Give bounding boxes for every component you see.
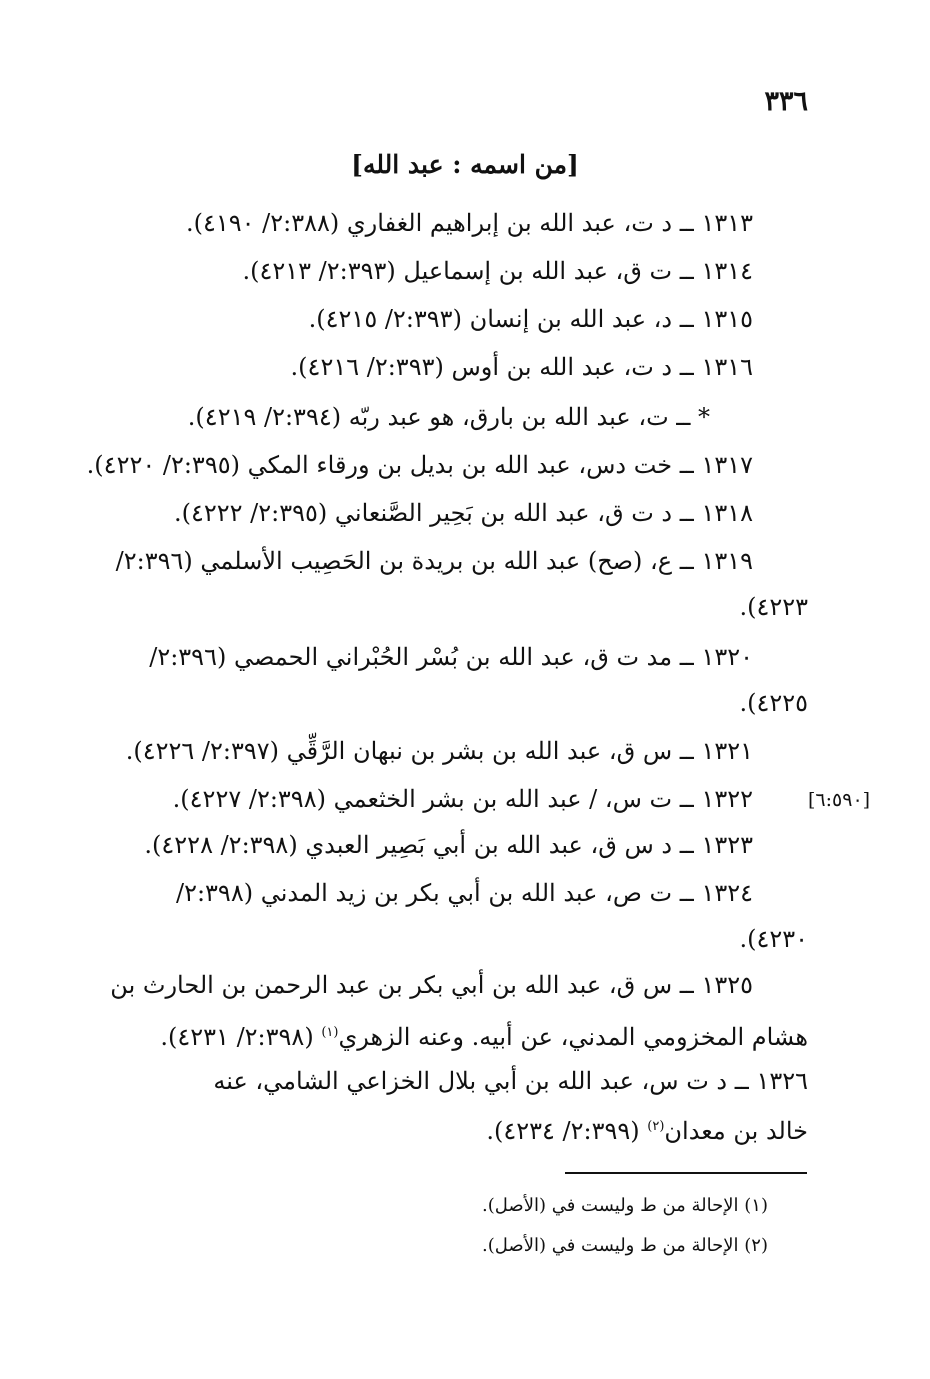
entry-1322: ١٣٢٢ ــ ت س، / عبد الله بن بشر الخثعمي (٢:٣٩٨/ ٤٢٢٧). bbox=[172, 785, 753, 813]
entry-1315: ١٣١٥ ــ د، عبد الله بن إنسان (٢:٣٩٣/ ٤٢١٥). bbox=[308, 305, 753, 333]
entry-1326-line1: ١٣٢٦ ــ د ت س، عبد الله بن أبي بلال الخزاعي الشامي، عنه bbox=[213, 1067, 808, 1095]
entry-1319-line2: ٤٢٢٣). bbox=[739, 593, 808, 621]
footnote-separator bbox=[565, 1172, 807, 1174]
entry-1324-line1: ١٣٢٤ ــ ت ص، عبد الله بن أبي بكر بن زيد المدني (٢:٣٩٨/ bbox=[175, 879, 753, 907]
margin-note: [٦:٥٩٠] bbox=[808, 789, 871, 811]
entry-1323: ١٣٢٣ ــ د س ق، عبد الله بن أبي بَصِير العبدي (٢:٣٩٨/ ٤٢٢٨). bbox=[144, 831, 753, 859]
section-heading: [من اسمه : عبد الله] bbox=[351, 150, 579, 179]
entry-1313: ١٣١٣ ــ د ت، عبد الله بن إبراهيم الغفاري (٢:٣٨٨/ ٤١٩٠). bbox=[185, 209, 753, 237]
footnote-2: (٢) الإحالة من ط وليست في (الأصل). bbox=[482, 1235, 768, 1256]
page-number: ٣٣٦ bbox=[764, 86, 808, 117]
entry-1325-line2 bbox=[160, 1010, 808, 1060]
entry-1317: ١٣١٧ ــ خت دس، عبد الله بن بديل بن ورقاء المكي (٢:٣٩٥/ ٤٢٢٠). bbox=[86, 451, 753, 479]
footnote-1: (١) الإحالة من ط وليست في (الأصل). bbox=[482, 1195, 768, 1216]
footnote-ref-2: (٢) bbox=[647, 1119, 665, 1134]
entry-1321: ١٣٢١ ــ س ق، عبد الله بن بشر بن نبهان الرَّقِّي (٢:٣٩٧/ ٤٢٢٦). bbox=[125, 737, 753, 765]
footnote-ref-1: (١) bbox=[321, 1025, 339, 1040]
entry-1316: ١٣١٦ ــ د ت، عبد الله بن أوس (٢:٣٩٣/ ٤٢١٦). bbox=[290, 353, 753, 381]
entry-1320-line2: ٤٢٢٥). bbox=[739, 689, 808, 717]
entry-1326-line2 bbox=[486, 1104, 808, 1154]
entry-1318: ١٣١٨ ــ د ت ق، عبد الله بن بَحِير الصَّنعاني (٢:٣٩٥/ ٤٢٢٢). bbox=[173, 499, 753, 527]
entry-1325-line1: ١٣٢٥ ــ س ق، عبد الله بن أبي بكر بن عبد الرحمن بن الحارث بن bbox=[110, 971, 753, 999]
entry-1320-line1: ١٣٢٠ ــ مد ت ق، عبد الله بن بُسْر الحُبْراني الحمصي (٢:٣٩٦/ bbox=[149, 643, 753, 671]
entry-1324-line2: ٤٢٣٠). bbox=[739, 925, 808, 953]
entry-1326-text: خالد بن معدان bbox=[664, 1117, 808, 1145]
entry-star: * ــ ت، عبد الله بن بارق، هو عبد ربّه (٢:٣٩٤/ ٤٢١٩). bbox=[187, 403, 710, 431]
entry-1319-line1: ١٣١٩ ــ ع، (صح) عبد الله بن بريدة بن الحَصِيب الأسلمي (٢:٣٩٦/ bbox=[115, 547, 753, 575]
entry-1325-text: هشام المخزومي المدني، عن أبيه. وعنه الزهري bbox=[338, 1023, 808, 1051]
entry-1325-citation: (٢:٣٩٨/ ٤٢٣١). bbox=[160, 1023, 322, 1051]
entry-1314: ١٣١٤ ــ ت ق، عبد الله بن إسماعيل (٢:٣٩٣/ ٤٢١٣). bbox=[242, 257, 753, 285]
entry-1326-citation: (٢:٣٩٩/ ٤٢٣٤). bbox=[486, 1117, 648, 1145]
